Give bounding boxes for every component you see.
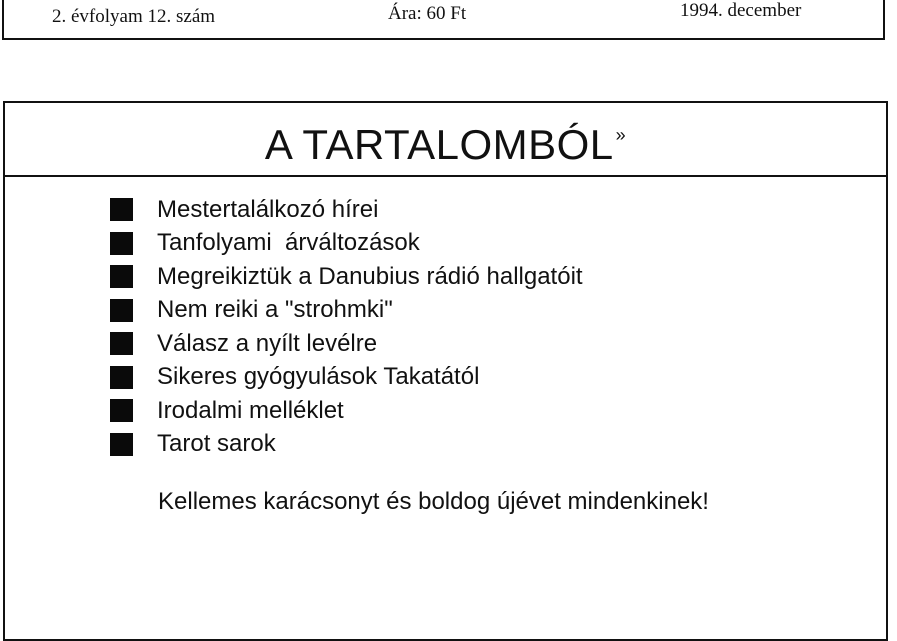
list-item-label: Sikeres gyógyulások Takatától <box>157 363 480 391</box>
contents-title-wrap <box>5 121 886 169</box>
contents-title: A TARTALOMBÓL <box>264 121 614 168</box>
list-item-label: Megreikiztük a Danubius rádió hallgatóit <box>157 262 583 290</box>
square-bullet-icon <box>110 332 133 355</box>
list-item-label: Irodalmi melléklet <box>157 396 344 424</box>
square-bullet-icon <box>110 198 133 221</box>
list-item-label: Válasz a nyílt levélre <box>157 329 378 357</box>
title-ornament: » <box>615 125 627 145</box>
holiday-greeting: Kellemes karácsonyt és boldog újévet mindenkinek! <box>158 488 709 515</box>
issue-date: 1994. december <box>680 0 802 21</box>
list-item <box>110 361 583 395</box>
square-bullet-icon <box>110 366 133 389</box>
square-bullet-icon <box>110 232 133 255</box>
list-item <box>110 294 583 328</box>
title-divider <box>5 175 886 177</box>
list-item <box>110 227 583 261</box>
square-bullet-icon <box>110 265 133 288</box>
issue-price: Ára: 60 Ft <box>388 3 467 24</box>
list-item <box>110 193 583 227</box>
masthead-box <box>2 0 885 40</box>
contents-list <box>110 193 583 461</box>
list-item <box>110 260 583 294</box>
list-item-label: Tanfolyami árváltozások <box>157 229 420 257</box>
issue-number: 2. évfolyam 12. szám <box>52 6 216 27</box>
list-item-label: Mestertalálkozó hírei <box>157 195 379 223</box>
list-item-label: Nem reiki a "strohmki" <box>157 296 393 324</box>
square-bullet-icon <box>110 299 133 322</box>
square-bullet-icon <box>110 399 133 422</box>
list-item-label: Tarot sarok <box>157 430 276 458</box>
list-item <box>110 428 583 462</box>
list-item <box>110 327 583 361</box>
list-item <box>110 394 583 428</box>
square-bullet-icon <box>110 433 133 456</box>
